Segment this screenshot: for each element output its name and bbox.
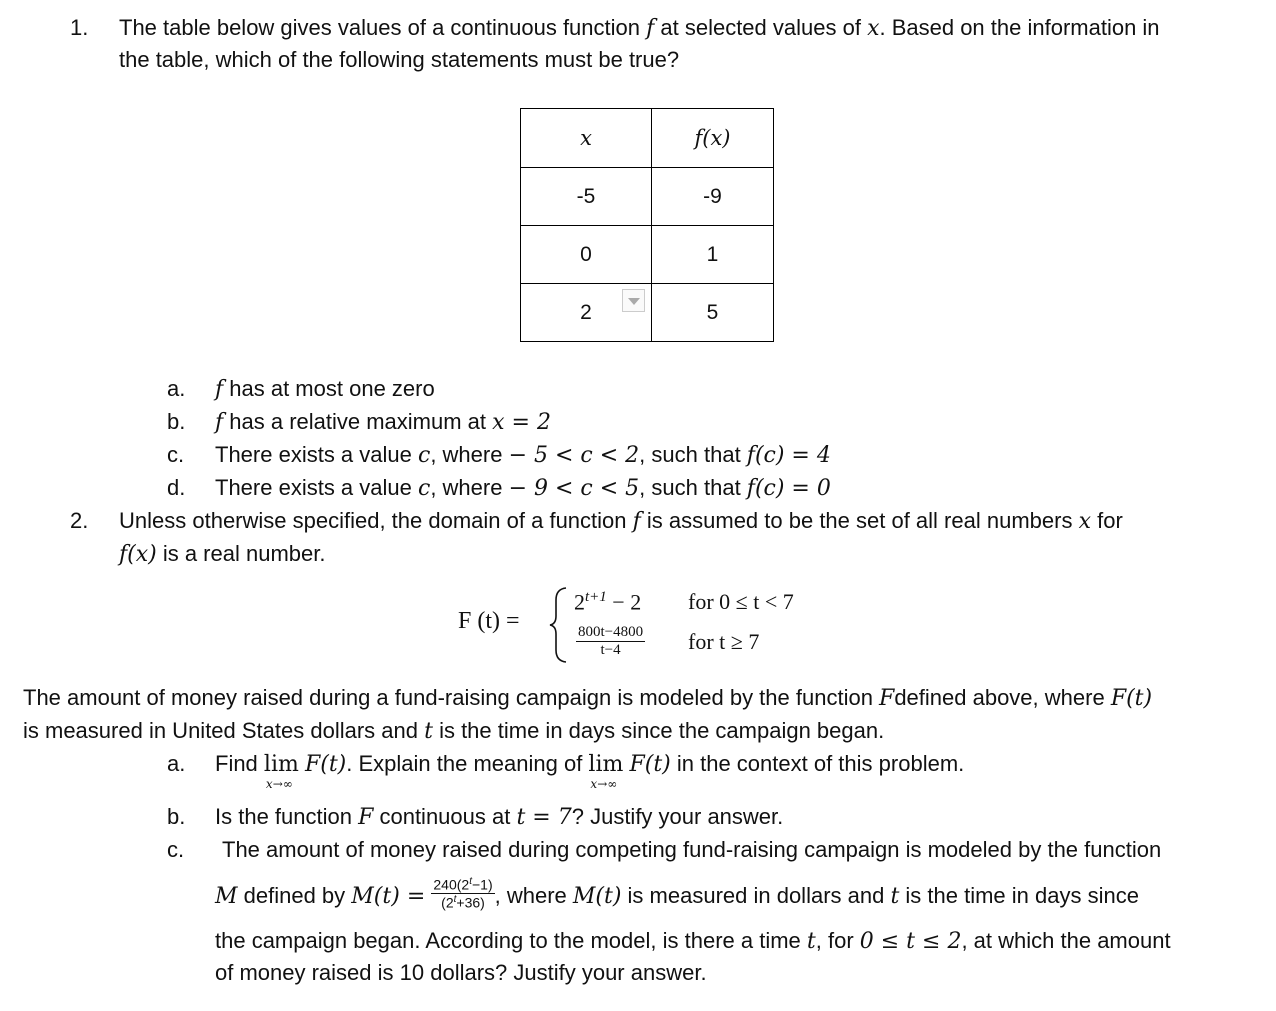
case2-fraction: $\frac{800t-4800}{t-4}$ <box>578 624 644 658</box>
option-letter-c: c. <box>167 442 185 467</box>
option-a: f has at most one zero <box>215 376 435 402</box>
part-b: Is the function F continuous at t = 7? Justify your answer. <box>215 804 784 830</box>
part-c-line4: of money raised is 10 dollars? Justify your answer. <box>215 960 707 985</box>
table-cell-fx: 1 <box>651 225 774 284</box>
case1-expression: $2^{t+1} - 2$ <box>574 589 642 615</box>
q1-number: 1. <box>70 15 89 40</box>
table-cell-x: -5 <box>520 167 652 226</box>
dropdown-arrow-icon[interactable] <box>622 289 645 312</box>
table-cell-x: 0 <box>520 225 652 284</box>
option-c: There exists a value c, where − 5 < c < 2, such that f(c) = 4 <box>215 442 831 468</box>
table-header-fx: f(x) <box>651 108 774 168</box>
option-letter-d: d. <box>167 475 186 500</box>
part-c-line2: M defined by M(t) = $\frac{240(2^t-1)}{(2^t+36)}$ , where M(t) is measured in dollars and t is the time in days since <box>215 876 1139 911</box>
limit-expression: lim x→∞ <box>588 752 624 791</box>
part-a: Find lim x→∞ F(t). Explain the meaning of lim x→∞ F(t) in the context of this problem. <box>215 751 965 791</box>
part-letter-a: a. <box>167 751 186 776</box>
part-letter-b: b. <box>167 804 186 829</box>
q1-prompt-line1: The table below gives values of a continuous function f at selected values of x. Based on the information in <box>119 15 1160 41</box>
table-cell-fx: 5 <box>651 283 774 342</box>
left-brace-icon <box>548 586 570 664</box>
option-b: f has a relative maximum at x = 2 <box>215 409 551 435</box>
part-c-line3: the campaign began. According to the model, is there a time t, for 0 ≤ t ≤ 2, at which the amount <box>215 928 1171 954</box>
option-d: There exists a value c, where − 9 < c < 5, such that f(c) = 0 <box>215 475 831 501</box>
case1-condition: for 0 ≤ t < 7 <box>688 589 794 614</box>
limit-expression: lim x→∞ <box>263 752 299 791</box>
option-letter-a: a. <box>167 376 186 401</box>
q2-prompt-line1: Unless otherwise specified, the domain of a function f is assumed to be the set of all real numbers x for <box>119 508 1123 534</box>
q2-prompt-line2: f(x) is a real number. <box>119 541 326 567</box>
table-cell-x: 2 <box>520 283 652 342</box>
q2-paragraph-line2: is measured in United States dollars and t is the time in days since the campaign began. <box>23 718 885 744</box>
part-c-line1: The amount of money raised during competing fund-raising campaign is modeled by the function <box>222 837 1162 862</box>
option-letter-b: b. <box>167 409 186 434</box>
q1-prompt-line2: the table, which of the following statements must be true? <box>119 47 680 72</box>
table-header-x: x <box>520 108 652 168</box>
definition-lhs: F (t) = <box>458 608 520 634</box>
q2-paragraph-line1: The amount of money raised during a fund-raising campaign is modeled by the function Fdefined above, where F(t) <box>23 685 1153 711</box>
m-fraction: $\frac{240(2^t-1)}{(2^t+36)}$ <box>433 876 493 911</box>
case2-condition: for t ≥ 7 <box>688 629 760 654</box>
part-letter-c: c. <box>167 837 185 862</box>
q2-number: 2. <box>70 508 89 533</box>
table-cell-fx: -9 <box>651 167 774 226</box>
